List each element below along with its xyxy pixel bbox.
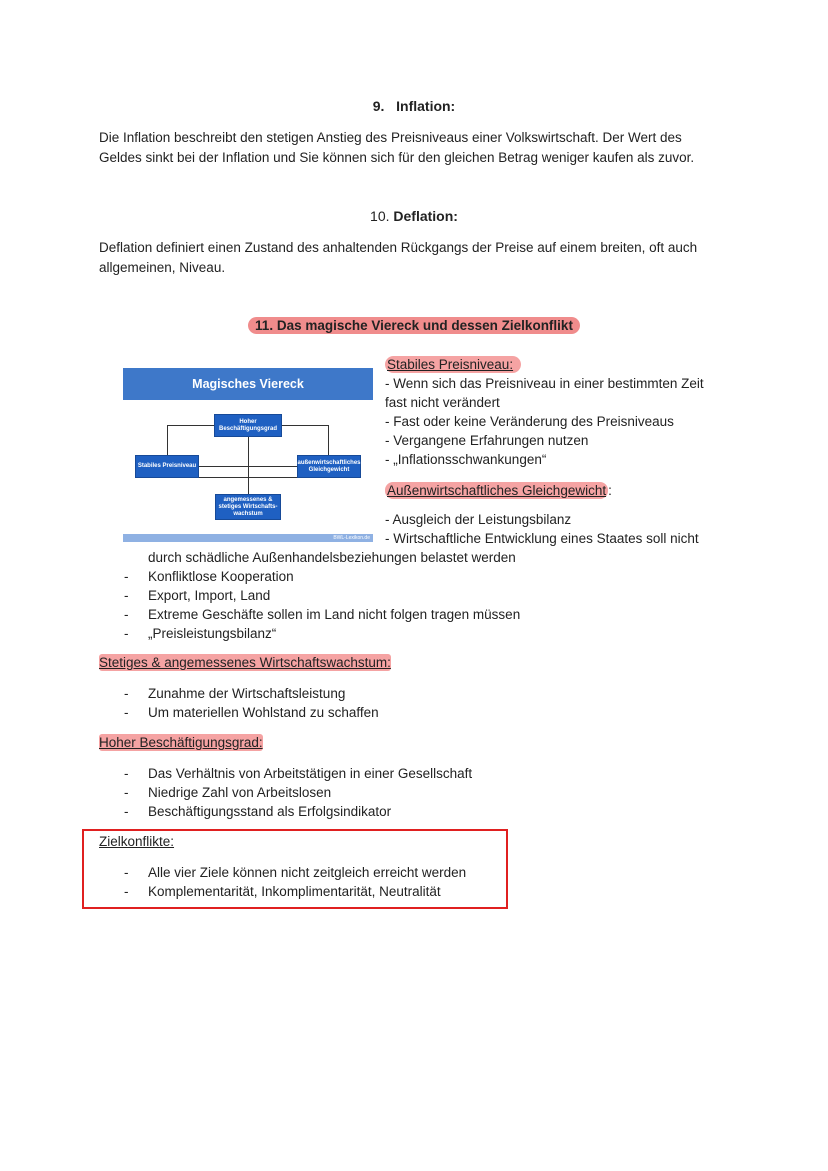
deflation-line-2: allgemeinen, Niveau. <box>99 260 226 275</box>
deflation-heading <box>0 208 828 224</box>
bullet-dash: - <box>124 865 129 880</box>
wachstum-title-text: Stetiges & angemessenes Wirtschaftswachstum: <box>99 655 391 670</box>
inflation-heading <box>0 98 828 114</box>
beschaeftigung-bullet-1: Das Verhältnis von Arbeitstätigen in einer Gesellschaft <box>148 766 473 781</box>
aussen-title-colon: : <box>608 483 612 498</box>
aussen-line-2: - Wirtschaftliche Entwicklung eines Staates soll nicht <box>385 531 699 546</box>
bullet-dash: - <box>124 884 129 899</box>
zielkonflikte-title: Zielkonflikte: <box>99 834 175 849</box>
diagram-footer-text: BWL-Lexikon.de <box>333 535 370 541</box>
diagram-box-aussenwirtschaft: außenwirtschaftliches Gleichgewicht <box>297 455 361 478</box>
aussen-line-3: durch schädliche Außenhandelsbeziehungen belastet werden <box>148 550 516 565</box>
diagram-title: Magisches Viereck <box>123 368 373 400</box>
bullet-dash: - <box>124 785 129 800</box>
magisches-viereck-diagram <box>123 368 373 544</box>
beschaeftigung-bullet-3: Beschäftigungsstand als Erfolgsindikator <box>148 804 392 819</box>
inflation-paragraph <box>99 128 729 168</box>
inflation-line-1: Die Inflation beschreibt den stetigen Anstieg des Preisniveaus einer Volkswirtschaft. Der Wert des <box>99 130 682 145</box>
zielkonflikte-bullet-1: Alle vier Ziele können nicht zeitgleich erreicht werden <box>148 865 467 880</box>
viereck-heading-text: 11. Das magische Viereck und dessen Zielkonflikt <box>248 317 580 334</box>
deflation-heading-text: Deflation: <box>393 208 458 224</box>
bullet-dash: - <box>124 766 129 781</box>
aussen-bullet-3: Extreme Geschäfte sollen im Land nicht folgen tragen müssen <box>148 607 521 622</box>
aussen-line-1: - Ausgleich der Leistungsbilanz <box>385 512 572 527</box>
diagram-box-beschaeftigung: Hoher Beschäftigungsgrad <box>214 414 282 437</box>
bullet-dash: - <box>124 588 129 603</box>
preisniveau-line-4: - Vergangene Erfahrungen nutzen <box>385 433 589 448</box>
zielkonflikte-bullet-2: Komplementarität, Inkomplimentarität, Neutralität <box>148 884 441 899</box>
wachstum-title <box>99 655 391 670</box>
inflation-line-2: Geldes sinkt bei der Inflation und Sie können sich für den gleichen Betrag weniger kaufen als zuvor. <box>99 150 695 165</box>
beschaeftigung-title-text: Hoher Beschäftigungsgrad: <box>99 735 263 750</box>
bullet-dash: - <box>124 705 129 720</box>
bullet-dash: - <box>124 804 129 819</box>
preisniveau-line-5: - „Inflationsschwankungen“ <box>385 452 547 467</box>
preisniveau-line-2: fast nicht verändert <box>385 395 500 410</box>
beschaeftigung-bullet-2: Niedrige Zahl von Arbeitslosen <box>148 785 332 800</box>
aussen-bullet-1: Konfliktlose Kooperation <box>148 569 294 584</box>
diagram-box-preisniveau: Stabiles Preisniveau <box>135 455 199 478</box>
bullet-dash: - <box>124 569 129 584</box>
diagram-line-horizontal <box>197 466 299 467</box>
preisniveau-title <box>385 355 521 374</box>
bullet-dash: - <box>124 626 129 641</box>
deflation-paragraph <box>99 238 729 278</box>
inflation-heading-text: Inflation: <box>396 98 456 114</box>
deflation-heading-number: 10. <box>370 208 390 224</box>
wachstum-bullet-1: Zunahme der Wirtschaftsleistung <box>148 686 346 701</box>
bullet-dash: - <box>124 607 129 622</box>
bullet-dash: - <box>124 686 129 701</box>
diagram-footer <box>123 534 373 542</box>
wachstum-bullet-2: Um materiellen Wohlstand zu schaffen <box>148 705 379 720</box>
viereck-heading <box>0 318 828 333</box>
preisniveau-line-3: - Fast oder keine Veränderung des Preisniveaus <box>385 414 674 429</box>
preisniveau-title-text: Stabiles Preisniveau: <box>385 356 521 373</box>
deflation-line-1: Deflation definiert einen Zustand des anhaltenden Rückgangs der Preise auf einem breiten, oft auch <box>99 240 698 255</box>
beschaeftigung-title <box>99 735 263 750</box>
aussen-bullet-2: Export, Import, Land <box>148 588 271 603</box>
aussen-bullet-4: „Preisleistungsbilanz“ <box>148 626 277 641</box>
diagram-box-wachstum: angemessenes & stetiges Wirtschafts-wachstum <box>215 494 281 520</box>
aussen-title <box>385 481 612 500</box>
preisniveau-line-1: - Wenn sich das Preisniveau in einer bestimmten Zeit <box>385 376 704 391</box>
aussen-title-text: Außenwirtschaftliches Gleichgewicht <box>387 483 607 498</box>
inflation-heading-number: 9. <box>372 98 385 114</box>
